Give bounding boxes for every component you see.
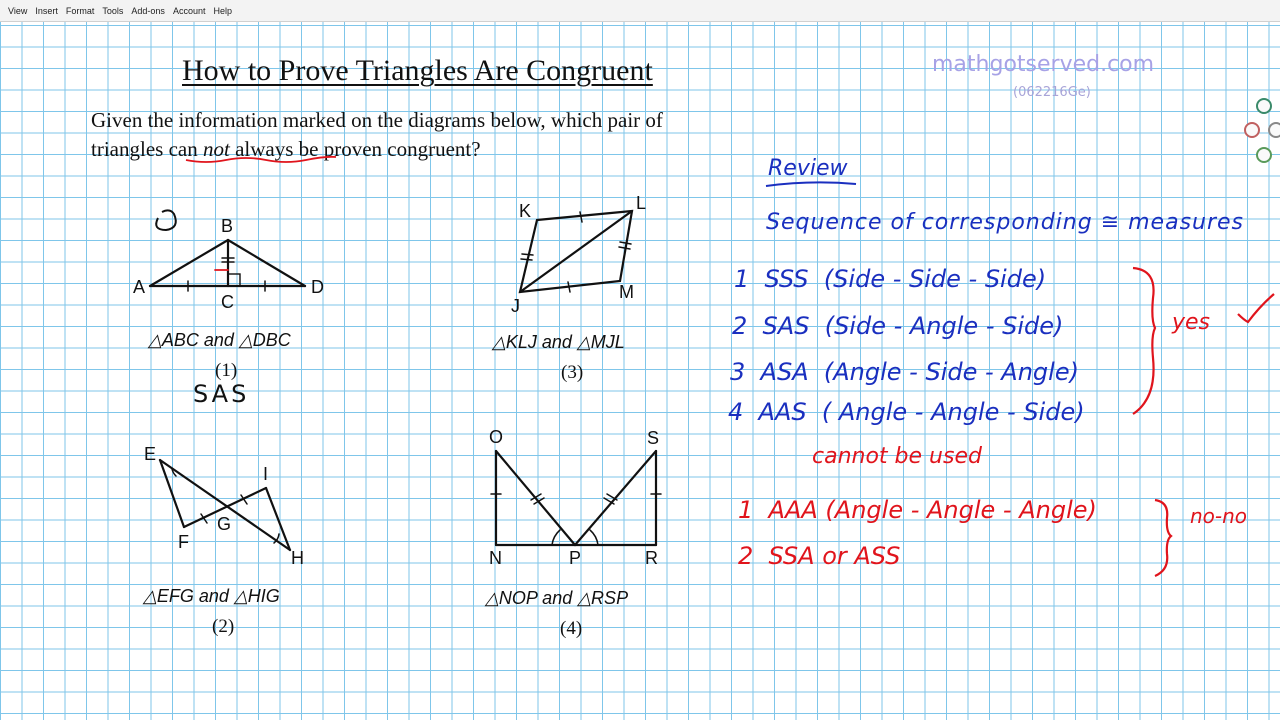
quadrilateral-klmj [520,211,632,292]
vertex-i: I [263,464,269,484]
vertex-m: M [619,282,634,302]
menu-account[interactable]: Account [172,5,206,16]
valid-full-2: (Side - Angle - Side) [824,312,1064,340]
vertex-o: O [489,427,504,447]
number-2: (2) [212,616,235,637]
valid-num-4: 4 [728,398,744,426]
menu-tools[interactable]: Tools [102,5,124,16]
invalid-item-1 [738,496,1097,524]
valid-num-2: 2 [732,312,748,340]
question-word-not: not [202,137,230,161]
caption-4: △NOP and △RSP [485,588,629,608]
vertex-j: J [511,296,520,316]
triangle-abc-dbc [150,240,305,291]
menu-view[interactable]: View [8,5,28,16]
caption-2: △EFG and △HIG [143,586,280,606]
vertex-c: C [221,292,234,312]
invalid-num-1: 1 [738,496,754,524]
valid-full-4: ( Angle - Angle - Side) [821,398,1085,426]
menu-format[interactable]: Format [65,5,95,16]
question-line-1: Given the information marked on the diagrams below, which pair of [91,108,663,132]
question-line-2-pre: triangles [91,137,169,161]
page-title: How to Prove Triangles Are Congruent [182,54,653,87]
vertex-f: F [178,532,189,552]
menu-insert[interactable]: Insert [35,5,58,16]
vertex-r: R [645,548,658,568]
invalid-num-2: 2 [738,542,754,570]
vertex-n: N [489,548,502,568]
triangles-nop-rsp [491,451,661,545]
vertex-k: K [519,201,532,221]
vertex-p: P [569,548,582,568]
note-no-no: no-no [1190,504,1248,528]
brand-watermark: mathgotserved.com [932,52,1155,77]
invalid-item-2 [738,542,900,570]
note-cannot: cannot be used [812,444,982,469]
valid-num-1: 1 [734,265,750,293]
vertex-g: G [217,514,232,534]
question-word-always: always [235,137,294,161]
menu-help[interactable]: Help [213,5,232,16]
menu-addons[interactable]: Add-ons [131,5,165,16]
note-review: Review [768,156,848,181]
vertex-l: L [636,193,647,213]
valid-abbr-2: SAS [762,312,810,340]
vertex-b: B [221,216,234,236]
number-4: (4) [560,618,583,639]
sas-note: SAS [193,380,250,408]
valid-item-4 [728,398,1085,426]
question-line-2-post: be proven congruent? [293,137,481,161]
vertex-e: E [144,444,157,464]
valid-item-2 [732,312,1063,340]
valid-full-1: (Side - Side - Side) [823,265,1047,293]
caption-1: △ABC and △DBC [148,330,291,350]
note-sequence: Sequence of corresponding ≅ measures [766,210,1245,235]
note-yes: yes [1172,310,1211,335]
valid-num-3: 3 [730,358,746,386]
valid-item-3 [730,358,1079,386]
invalid-text-2: SSA or ASS [768,542,901,570]
vertex-d: D [311,277,324,297]
valid-abbr-4: AAS [758,398,807,426]
valid-abbr-3: ASA [760,358,809,386]
problem-code: (062216Ge) [1013,85,1091,100]
valid-item-1 [734,265,1046,293]
number-1: (1) [215,360,238,381]
vertex-s: S [647,428,660,448]
valid-full-3: (Angle - Side - Angle) [823,358,1079,386]
caption-3: △KLJ and △MJL [492,332,625,352]
question-word-can: can [168,137,198,161]
valid-abbr-1: SSS [764,265,809,293]
vertex-a: A [133,277,146,297]
invalid-text-1: AAA (Angle - Angle - Angle) [768,496,1097,524]
number-3: (3) [561,362,584,383]
vertex-h: H [291,548,304,568]
